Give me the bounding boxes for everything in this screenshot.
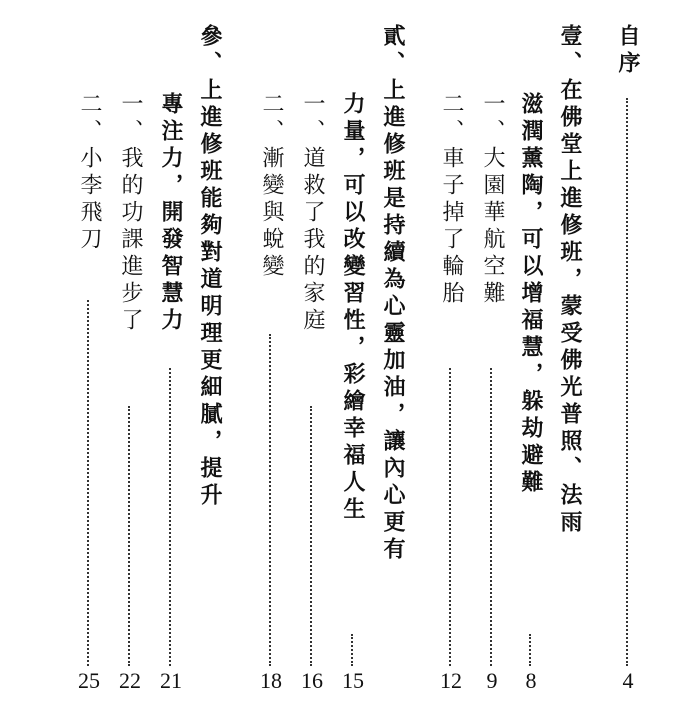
page-number[interactable]: 15 (342, 668, 364, 693)
section-heading-line-1: 貳、上進修班是持續為心靈加油，讓內心更有 (380, 24, 406, 564)
page-number[interactable]: 16 (301, 668, 323, 693)
toc-entry-2-2[interactable] (254, 24, 288, 664)
leader-dots (490, 368, 492, 666)
page-number[interactable]: 8 (525, 668, 537, 693)
leader-dots (87, 300, 89, 666)
page-number[interactable]: 21 (160, 668, 182, 693)
toc-entry-2-1[interactable] (295, 24, 329, 664)
page-number[interactable]: 12 (440, 668, 462, 693)
entry-title: 一、道救了我的家庭 (300, 92, 325, 335)
leader-dots (449, 368, 451, 666)
toc-section-2-heading[interactable] (376, 24, 410, 664)
entry-title: 二、車子掉了輪胎 (439, 92, 464, 308)
toc-entry-preface[interactable] (611, 24, 645, 664)
entry-title: 自序 (615, 24, 641, 78)
entry-title: 二、小李飛刀 (77, 92, 102, 254)
leader-dots (529, 634, 531, 666)
leader-dots (128, 406, 130, 666)
section-heading-line-1: 參、上進修班能夠對道明理更細膩，提升 (197, 24, 223, 510)
entry-title: 一、大園華航空難 (480, 92, 505, 308)
section-heading-line-1: 壹、在佛堂上進修班，蒙受佛光普照、法雨 (557, 24, 583, 537)
toc-entry-3-1[interactable] (113, 24, 147, 664)
leader-dots (310, 406, 312, 666)
section-heading-line-2: 力量，可以改變習性，彩繪幸福人生 (340, 92, 366, 524)
leader-dots (169, 368, 171, 666)
toc-section-1-heading-cont[interactable] (514, 24, 548, 664)
toc-section-2-heading-cont[interactable] (336, 24, 370, 664)
leader-dots (351, 634, 353, 666)
page-number[interactable]: 22 (119, 668, 141, 693)
toc-entry-3-2[interactable] (72, 24, 106, 664)
toc-entry-1-2[interactable] (434, 24, 468, 664)
page-number[interactable]: 4 (622, 668, 634, 693)
toc-section-3-heading[interactable] (193, 24, 227, 664)
leader-dots (269, 334, 271, 666)
toc-section-1-heading[interactable] (553, 24, 587, 664)
leader-dots (626, 98, 628, 666)
page-number[interactable]: 25 (78, 668, 100, 693)
section-heading-line-2: 滋潤薰陶，可以增福慧，躲劫避難 (518, 92, 544, 497)
toc-section-3-heading-cont[interactable] (154, 24, 188, 664)
entry-title: 一、我的功課進步了 (118, 92, 143, 335)
section-heading-line-2: 專注力，開發智慧力 (158, 92, 184, 335)
page-number[interactable]: 9 (486, 668, 498, 693)
entry-title: 二、漸變與蛻變 (259, 92, 284, 281)
toc-entry-1-1[interactable] (475, 24, 509, 664)
page-number[interactable]: 18 (260, 668, 282, 693)
